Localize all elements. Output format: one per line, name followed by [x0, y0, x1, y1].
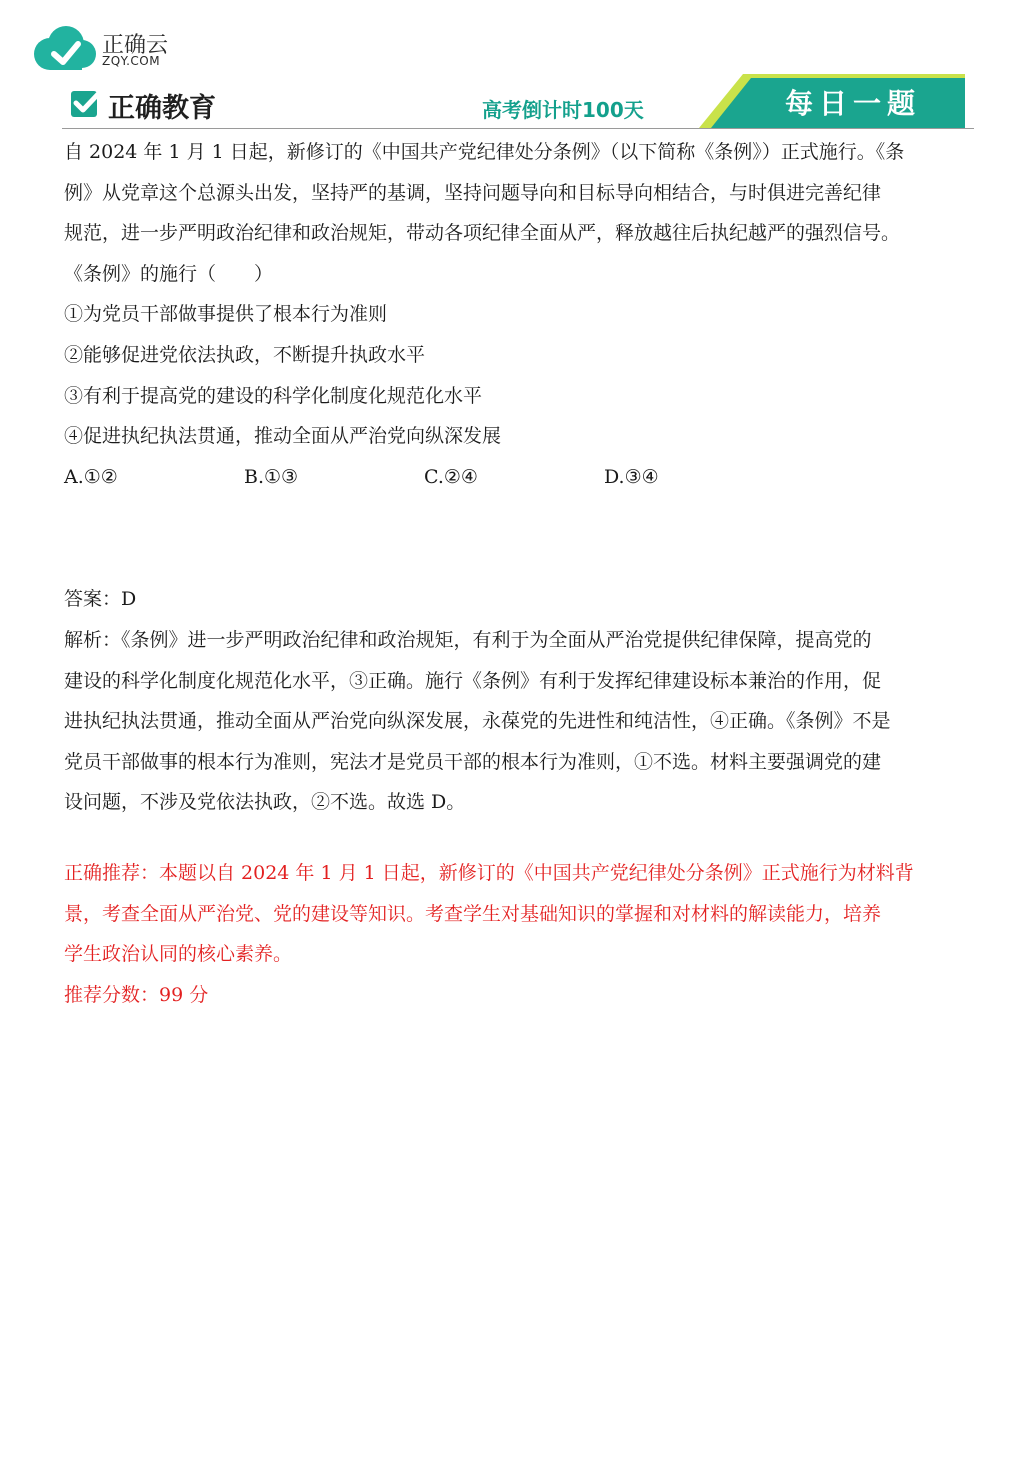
logo-name: 正确云 — [102, 33, 169, 58]
recommend-line: 景，考查全面从严治党、党的建设等知识。考查学生对基础知识的掌握和对材料的解读能力，培养 — [64, 902, 882, 925]
option-b: B.①③ — [244, 465, 299, 488]
recommend-line: 学生政治认同的核心素养。 — [64, 943, 293, 966]
statement-2: ②能够促进党依法执政，不断提升执政水平 — [64, 343, 426, 366]
stem-line: 例》从党章这个总源头出发，坚持严的基调，坚持问题导向和目标导向相结合，与时俱进完善纪律 — [64, 181, 882, 204]
answer-options — [64, 457, 974, 498]
analysis-line: 进执纪执法贯通，推动全面从严治党向纵深发展，永葆党的先进性和纯洁性，④正确。《条例》不是 — [64, 710, 891, 733]
option-d: D.③④ — [604, 465, 659, 488]
header-band — [62, 72, 974, 132]
spacer — [64, 497, 974, 579]
option-c: C.②④ — [424, 465, 478, 488]
brand-name: 正确教育 — [108, 93, 216, 124]
countdown-label: 高考倒计时100天 — [482, 98, 644, 122]
analysis-line: 建设的科学化制度化规范化水平，③正确。施行《条例》有利于发挥纪律建设标本兼治的作用，促 — [64, 669, 882, 692]
analysis-line: 解析：《条例》进一步严明政治纪律和政治规矩，有利于为全面从严治党提供纪律保障，提高党的 — [64, 628, 872, 651]
check-box-icon — [70, 88, 104, 120]
header-divider — [62, 128, 974, 129]
spacer — [64, 823, 974, 853]
analysis-line: 设问题，不涉及党依法执政，②不选。故选 D。 — [64, 791, 466, 814]
cloud-check-icon — [30, 22, 98, 74]
daily-question-label: 每日一题 — [784, 87, 921, 120]
stem-line: 自 2024 年 1 月 1 日起，新修订的《中国共产党纪律处分条例》（以下简称《条例》）正式施行。《条 — [64, 141, 905, 163]
answer-text: 答案：D — [64, 588, 137, 611]
statement-1: ①为党员干部做事提供了根本行为准则 — [64, 303, 388, 326]
statement-4: ④促进执纪执法贯通，推动全面从严治党向纵深发展 — [64, 425, 502, 448]
option-a: A.①② — [64, 465, 118, 488]
recommend-line: 正确推荐：本题以自 2024 年 1 月 1 日起，新修订的《中国共产党纪律处分条例》正式施行为材料背 — [64, 861, 914, 884]
stem-line: 规范，进一步严明政治纪律和政治规矩，带动各项纪律全面从严，释放越往后执纪越严的强烈信号。 — [64, 222, 901, 245]
question-content — [64, 132, 974, 1015]
logo-domain: ZQY.COM — [102, 54, 161, 68]
recommend-score: 推荐分数：99 分 — [64, 983, 209, 1006]
statement-3: ③有利于提高党的建设的科学化制度化规范化水平 — [64, 384, 483, 407]
stem-line: 《条例》的施行（ ） — [64, 262, 274, 285]
analysis-line: 党员干部做事的根本行为准则，宪法才是党员干部的根本行为准则，①不选。材料主要强调党的建 — [64, 750, 882, 773]
